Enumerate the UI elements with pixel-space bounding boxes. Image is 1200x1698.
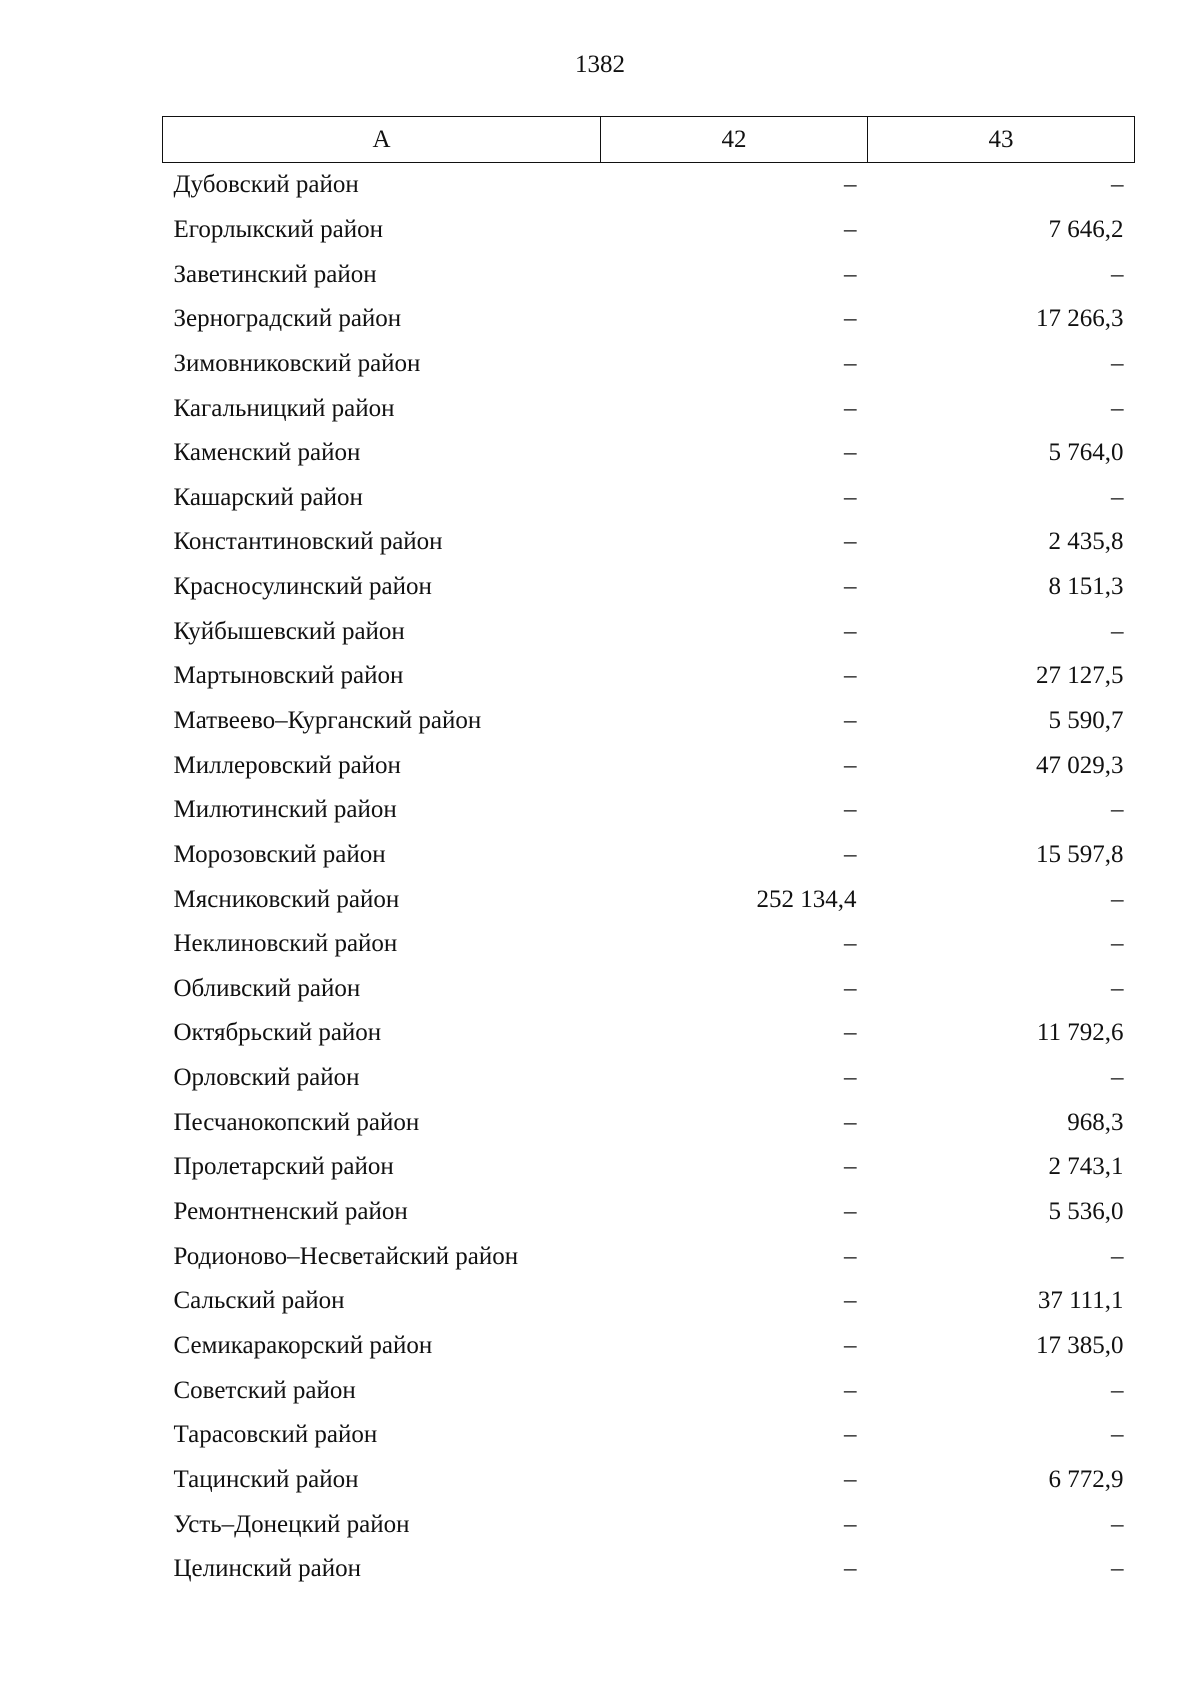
table-row	[163, 475, 1135, 520]
column-43-cell: –	[1111, 930, 1124, 958]
district-name-cell: Миллеровский район	[173, 751, 401, 779]
page-number: 1382	[575, 51, 625, 78]
column-43-cell: 47 029,3	[1036, 751, 1124, 779]
table-row	[163, 699, 1135, 744]
table-row	[163, 1413, 1135, 1458]
column-43-cell: –	[1111, 1510, 1124, 1538]
column-42-cell: –	[844, 349, 857, 377]
column-42-cell: –	[844, 1555, 857, 1583]
column-43-cell: –	[1111, 483, 1124, 511]
table-header	[163, 117, 1135, 163]
column-42-cell: –	[844, 974, 857, 1002]
column-42-cell: –	[844, 305, 857, 333]
district-name-cell: Сальский район	[173, 1287, 345, 1315]
district-name-cell: Неклиновский район	[173, 930, 398, 958]
table-row	[163, 565, 1135, 610]
column-43-cell: –	[1111, 349, 1124, 377]
district-name-cell: Целинский район	[173, 1555, 361, 1583]
district-name-cell: Ремонтненский район	[173, 1198, 408, 1226]
table-row	[163, 922, 1135, 967]
column-43-cell: 27 127,5	[1036, 662, 1124, 690]
table-row	[163, 163, 1135, 208]
column-42-cell: –	[844, 617, 857, 645]
column-42-cell: –	[844, 1153, 857, 1181]
column-43-cell: 5 764,0	[1048, 439, 1124, 467]
column-42-cell: –	[844, 1198, 857, 1226]
column-42-cell: –	[844, 439, 857, 467]
district-name-cell: Тарасовский район	[173, 1421, 378, 1449]
column-42-cell: –	[844, 1465, 857, 1493]
district-name-cell: Зерноградский район	[173, 305, 402, 333]
column-42-cell: –	[844, 796, 857, 824]
district-name-cell: Обливский район	[173, 974, 361, 1002]
table-row	[163, 1279, 1135, 1324]
table-row	[163, 1502, 1135, 1547]
table-row	[163, 877, 1135, 922]
district-name-cell: Кагальницкий район	[173, 394, 395, 422]
header-cell-a: А	[163, 117, 601, 163]
column-43-cell: 5 536,0	[1048, 1198, 1124, 1226]
column-42-cell: –	[844, 394, 857, 422]
column-43-cell: 968,3	[1067, 1108, 1124, 1136]
table-row	[163, 1145, 1135, 1190]
column-43-cell: 15 597,8	[1036, 840, 1124, 868]
column-43-cell: 5 590,7	[1048, 707, 1124, 734]
column-43-cell: 6 772,9	[1048, 1465, 1124, 1493]
table-row	[163, 208, 1135, 253]
column-42-cell: 252 134,4	[756, 885, 857, 913]
column-42-cell: –	[844, 930, 857, 958]
table-row	[163, 297, 1135, 342]
district-name-cell: Мясниковский район	[173, 885, 400, 913]
table-row	[163, 1100, 1135, 1145]
table-body	[163, 163, 1135, 1592]
column-42-cell: –	[844, 1376, 857, 1404]
table-row	[163, 609, 1135, 654]
table-row	[163, 1056, 1135, 1101]
column-43-cell: –	[1111, 394, 1124, 422]
column-42-cell: –	[844, 707, 857, 734]
column-42-cell: –	[844, 1019, 857, 1047]
district-name-cell: Кашарский район	[173, 483, 363, 511]
table-row	[163, 743, 1135, 788]
column-42-cell: –	[844, 528, 857, 556]
data-table	[162, 116, 1135, 1592]
table-row	[163, 1011, 1135, 1056]
district-name-cell: Красносулинский район	[173, 573, 432, 601]
district-name-cell: Каменский район	[173, 439, 361, 467]
column-42-cell: –	[844, 1331, 857, 1359]
district-name-cell: Октябрьский район	[173, 1019, 382, 1047]
column-43-cell: –	[1111, 796, 1124, 824]
table-row	[163, 520, 1135, 565]
district-name-cell: Заветинский район	[173, 260, 377, 288]
table-row	[163, 1458, 1135, 1503]
column-42-cell: –	[844, 1421, 857, 1449]
district-name-cell: Милютинский район	[173, 796, 397, 824]
district-name-cell: Матвеево–Курганский район	[173, 707, 482, 734]
header-row	[163, 117, 1135, 163]
column-43-cell: 2 743,1	[1048, 1153, 1124, 1181]
district-name-cell: Тацинский район	[173, 1465, 359, 1493]
table-row	[163, 1368, 1135, 1413]
table-row	[163, 1324, 1135, 1369]
column-42-cell: –	[844, 840, 857, 868]
column-42-cell: –	[844, 1064, 857, 1092]
column-42-cell: –	[844, 662, 857, 690]
table-row	[163, 654, 1135, 699]
column-43-cell: –	[1111, 1555, 1124, 1583]
column-42-cell: –	[844, 1287, 857, 1315]
district-name-cell: Мартыновский район	[173, 662, 404, 690]
column-42-cell: –	[844, 483, 857, 511]
column-42-cell: –	[844, 215, 857, 243]
district-name-cell: Дубовский район	[173, 171, 359, 199]
column-42-cell: –	[844, 171, 857, 199]
column-43-cell: 37 111,1	[1037, 1287, 1124, 1315]
column-43-cell: 17 266,3	[1036, 305, 1124, 333]
column-43-cell: –	[1111, 885, 1124, 913]
header-cell-42: 42	[601, 117, 868, 163]
district-name-cell: Зимовниковский район	[173, 349, 421, 377]
table-row	[163, 967, 1135, 1012]
table-row	[163, 1234, 1135, 1279]
column-43-cell: –	[1111, 617, 1124, 645]
district-name-cell: Морозовский район	[173, 840, 386, 868]
column-43-cell: –	[1111, 1242, 1124, 1270]
table-row	[163, 833, 1135, 878]
column-43-cell: –	[1111, 171, 1124, 199]
district-name-cell: Константиновский район	[173, 528, 443, 556]
district-name-cell: Родионово–Несветайский район	[173, 1242, 519, 1270]
column-43-cell: –	[1111, 1376, 1124, 1404]
district-name-cell: Орловский район	[173, 1064, 360, 1092]
header-cell-43: 43	[868, 117, 1135, 163]
column-42-cell: –	[844, 1510, 857, 1538]
column-42-cell: –	[844, 260, 857, 288]
column-43-cell: 2 435,8	[1048, 528, 1124, 556]
district-name-cell: Куйбышевский район	[173, 617, 405, 645]
table-row	[163, 252, 1135, 297]
table-row	[163, 1190, 1135, 1235]
district-name-cell: Егорлыкский район	[173, 215, 383, 243]
column-43-cell: –	[1111, 260, 1124, 288]
column-43-cell: 17 385,0	[1036, 1331, 1124, 1359]
district-name-cell: Усть–Донецкий район	[173, 1510, 410, 1538]
column-43-cell: –	[1111, 1064, 1124, 1092]
column-43-cell: 11 792,6	[1036, 1019, 1124, 1047]
table-row	[163, 788, 1135, 833]
column-42-cell: –	[844, 1242, 857, 1270]
column-42-cell: –	[844, 751, 857, 779]
district-name-cell: Песчанокопский район	[173, 1108, 420, 1136]
district-name-cell: Советский район	[173, 1376, 356, 1404]
district-name-cell: Пролетарский район	[173, 1153, 394, 1181]
column-42-cell: –	[844, 573, 857, 601]
table-row	[163, 342, 1135, 387]
column-43-cell: 7 646,2	[1048, 215, 1124, 243]
table-row	[163, 431, 1135, 476]
column-42-cell: –	[844, 1108, 857, 1136]
table-row	[163, 386, 1135, 431]
district-name-cell: Семикаракорский район	[173, 1331, 433, 1359]
column-43-cell: –	[1111, 1421, 1124, 1449]
column-43-cell: –	[1111, 974, 1124, 1002]
table-row	[163, 1547, 1135, 1592]
column-43-cell: 8 151,3	[1048, 573, 1124, 601]
